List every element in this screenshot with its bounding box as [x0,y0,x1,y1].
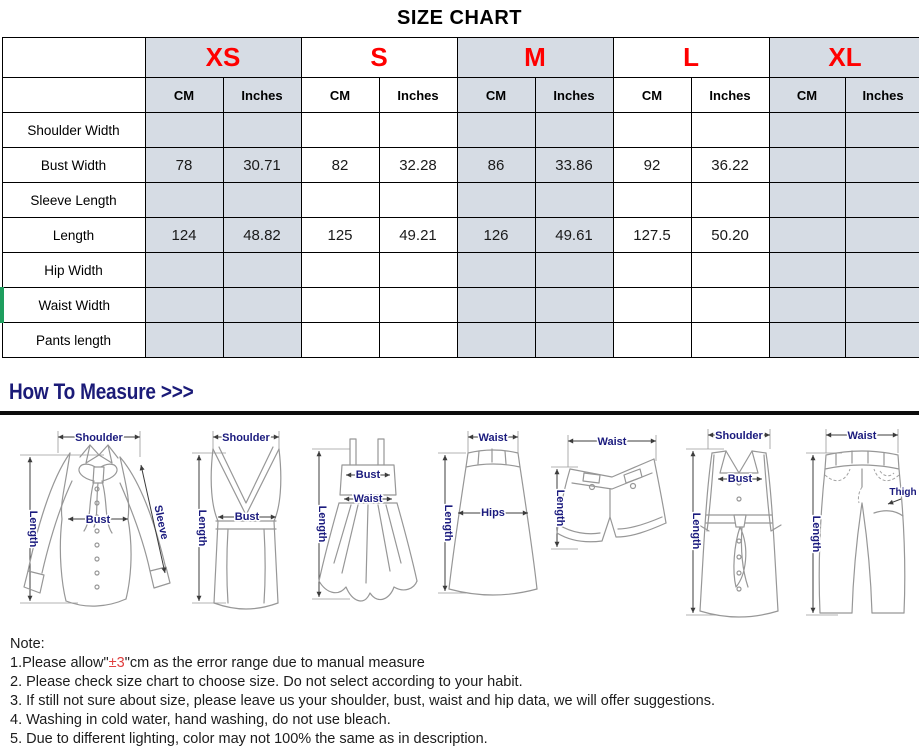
notes-section [0,627,919,749]
table-row [2,148,919,183]
unit-header: CM [145,78,223,113]
unit-header: CM [613,78,691,113]
value-cell: 32.28 [379,148,457,183]
coat-bust-label: Bust [727,473,753,485]
unit-header: Inches [223,78,301,113]
value-cell [457,288,535,323]
value-cell [145,183,223,218]
size-header-row [2,38,919,78]
table-row [2,253,919,288]
skirt-length-label: Length [442,504,454,542]
coat-shoulder-label: Shoulder [715,430,763,442]
value-cell [535,183,613,218]
unit-header: Inches [845,78,919,113]
value-cell [845,288,919,323]
corner-cell [2,38,145,78]
coat-length-label: Length [690,512,702,550]
row-label-sleeve-length: Sleeve Length [2,183,145,218]
row-label-length: Length [2,218,145,253]
tank-shoulder-label: Shoulder [222,432,270,444]
value-cell [535,288,613,323]
value-cell [845,253,919,288]
notes-heading: Note: [10,636,45,652]
value-cell [379,253,457,288]
value-cell [535,113,613,148]
value-cell: 82 [301,148,379,183]
value-cell [145,113,223,148]
value-cell [613,183,691,218]
value-cell [535,253,613,288]
value-cell [223,113,301,148]
value-cell [613,288,691,323]
value-cell [691,183,769,218]
figure-tank-top [186,423,304,623]
value-cell [845,183,919,218]
unit-header-row [2,78,919,113]
dress-waist-label: Waist [353,493,383,505]
value-cell: 49.21 [379,218,457,253]
dress-bust-label: Bust [355,469,381,481]
size-header-m: M [457,38,613,78]
value-cell [613,113,691,148]
size-header-l: L [613,38,769,78]
size-header-s: S [301,38,457,78]
value-cell: 126 [457,218,535,253]
value-cell [457,183,535,218]
value-cell [223,323,301,358]
figure-dress [306,423,430,623]
note-line-1: 1.Please allow"±3"cm as the error range due to manual measure [10,655,425,671]
table-row [2,323,919,358]
pants-thigh-label: Thigh [889,487,917,498]
row-label-shoulder-width: Shoulder Width [2,113,145,148]
size-header-xl: XL [769,38,919,78]
measure-figures [0,415,919,627]
value-cell [769,113,845,148]
tank-length-label: Length [196,509,208,547]
figure-blouse [8,423,186,623]
value-cell: 50.20 [691,218,769,253]
page-title: SIZE CHART [397,7,522,29]
unit-header: Inches [379,78,457,113]
value-cell: 36.22 [691,148,769,183]
value-cell [613,323,691,358]
blouse-bust-label: Bust [85,514,111,526]
unit-header: Inches [535,78,613,113]
row-label-waist-width: Waist Width [2,288,145,323]
note-error-range: ±3 [108,655,125,671]
value-cell [613,253,691,288]
value-cell [769,148,845,183]
value-cell [845,323,919,358]
note-line-3: 3. If still not sure about size, please leave us your shoulder, bust, waist and hip data, we will offer suggestions. [10,693,715,709]
value-cell: 124 [145,218,223,253]
value-cell [691,323,769,358]
table-row [2,113,919,148]
value-cell [301,253,379,288]
value-cell: 78 [145,148,223,183]
value-cell [301,323,379,358]
value-cell [379,113,457,148]
value-cell [301,183,379,218]
value-cell [769,253,845,288]
value-cell [145,323,223,358]
blouse-sleeve-label: Sleeve [151,504,171,541]
value-cell: 86 [457,148,535,183]
value-cell [535,323,613,358]
value-cell [223,183,301,218]
value-cell [691,113,769,148]
size-header-xs: XS [145,38,301,78]
note-line-5: 5. Due to different lighting, color may not 100% the same as in description. [10,731,488,747]
value-cell: 127.5 [613,218,691,253]
unit-header: Inches [691,78,769,113]
how-to-measure-heading: How To Measure >>> [9,380,194,405]
value-cell [845,113,919,148]
value-cell [145,253,223,288]
blouse-length-label: Length [27,510,39,548]
value-cell: 92 [613,148,691,183]
skirt-waist-label: Waist [478,432,508,444]
value-cell [845,218,919,253]
value-cell [769,183,845,218]
shorts-length-label: Length [554,489,566,527]
value-cell: 48.82 [223,218,301,253]
value-cell [301,288,379,323]
value-cell [379,288,457,323]
value-cell [457,253,535,288]
value-cell: 49.61 [535,218,613,253]
value-cell [379,323,457,358]
value-cell [301,113,379,148]
pants-length-label: Length [810,515,822,553]
row-label-hip-width: Hip Width [2,253,145,288]
value-cell [691,288,769,323]
value-cell [691,253,769,288]
table-row-selected [2,288,919,323]
value-cell: 125 [301,218,379,253]
unit-header: CM [457,78,535,113]
figure-shorts [548,423,676,623]
dress-length-label: Length [316,505,328,543]
figure-pants [798,423,919,628]
value-cell: 30.71 [223,148,301,183]
note-line-2: 2. Please check size chart to choose size. Do not select according to your habit. [10,674,523,690]
row-label-pants-length: Pants length [2,323,145,358]
tank-bust-label: Bust [234,511,260,523]
size-chart-table [0,37,919,358]
value-cell: 33.86 [535,148,613,183]
table-row [2,218,919,253]
value-cell [223,288,301,323]
unit-header: CM [301,78,379,113]
unit-header: CM [769,78,845,113]
value-cell [457,323,535,358]
blouse-shoulder-label: Shoulder [75,432,123,444]
table-row [2,183,919,218]
value-cell [769,218,845,253]
note-line-4: 4. Washing in cold water, hand washing, do not use bleach. [10,712,391,728]
pants-waist-label: Waist [847,430,877,442]
value-cell [223,253,301,288]
value-cell [145,288,223,323]
value-cell [379,183,457,218]
skirt-hips-label: Hips [481,507,505,519]
value-cell [769,288,845,323]
value-cell [769,323,845,358]
value-cell [457,113,535,148]
value-cell [845,148,919,183]
figure-skirt [432,423,544,623]
figure-coat [678,423,796,628]
row-label-bust-width: Bust Width [2,148,145,183]
shorts-waist-label: Waist [597,436,627,448]
corner-cell-2 [2,78,145,113]
